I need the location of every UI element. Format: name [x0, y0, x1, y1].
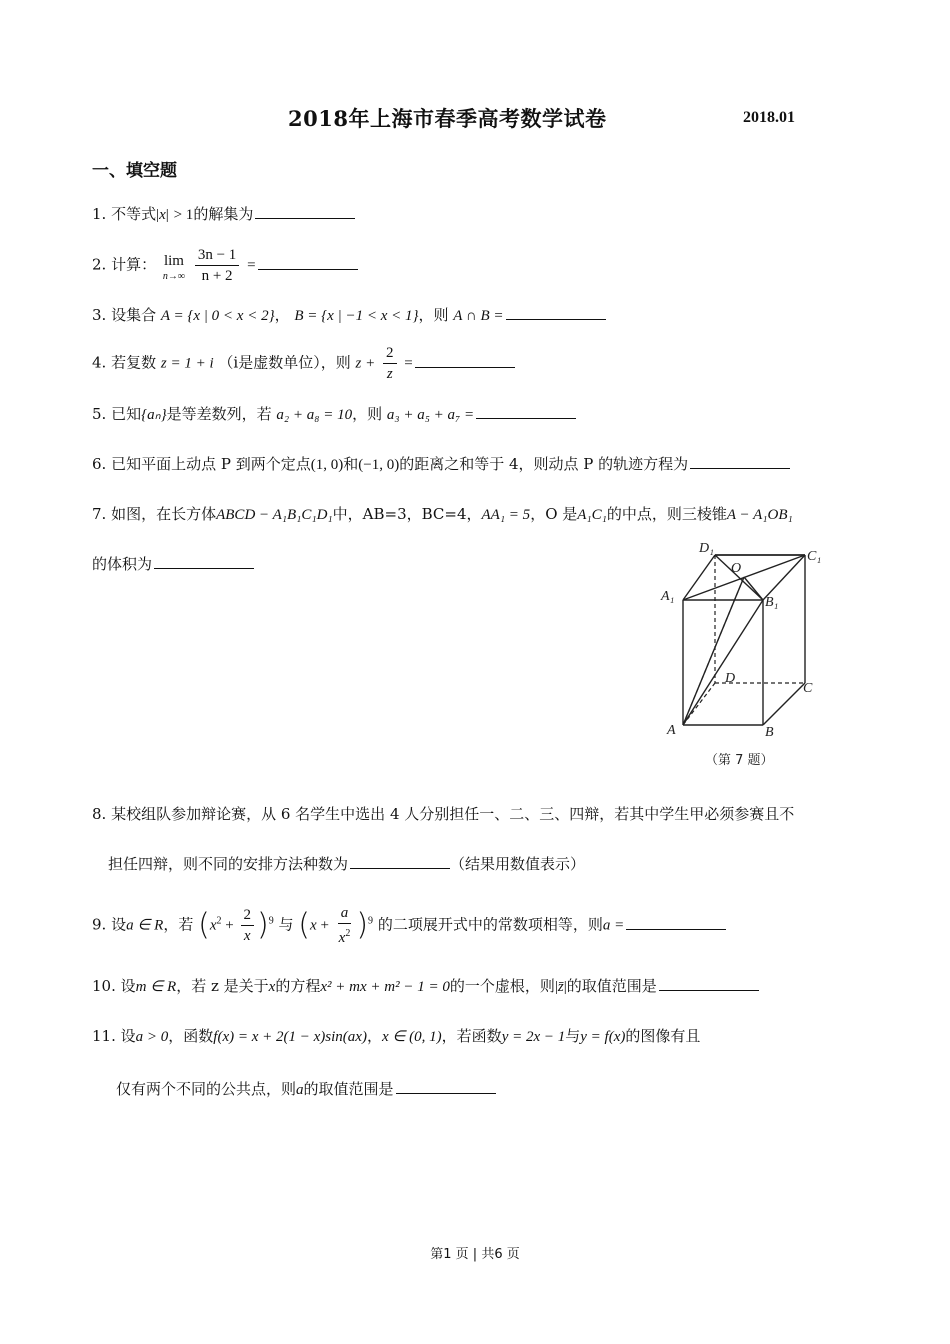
figure-caption: （第 7 题） [705, 753, 774, 768]
question-11: 11. 设a > 0，函数f(x) = x + 2(1 − x)sin(ax)，x ∈ (0, 1)，若函数y = 2x − 1与y = f(x)的图像有且 [92, 1027, 701, 1045]
answer-blank-3 [506, 305, 606, 320]
label-A: A [667, 723, 676, 738]
label-O: O [731, 561, 742, 576]
label-D: D [725, 671, 736, 686]
answer-blank-7 [154, 554, 254, 569]
answer-blank-6 [690, 454, 790, 469]
question-1: 1. 不等式|x| > 1的解集为 [92, 203, 355, 226]
answer-blank-10 [659, 976, 759, 991]
question-8: 8. 某校组队参加辩论赛，从 6 名学生中选出 4 人分别担任一、二、三、四辩，若其中学生甲必须参赛且不 [92, 805, 795, 823]
question-8-line-2: 担任四辩，则不同的安排方法种数为 （结果用数值表示） [108, 855, 586, 873]
answer-blank-2 [258, 255, 358, 270]
question-7-line-2: 的体积为 [92, 553, 254, 575]
label-D1: D₁ [699, 541, 714, 556]
page-title: 2018年上海市春季高考数学试卷 [288, 106, 607, 131]
cuboid-diagram [655, 540, 855, 770]
question-3: 3. 设集合 A = {x | 0 < x < 2}， B = {x | −1 < x < 1}，则 A ∩ B = [92, 304, 606, 327]
answer-blank-4 [415, 353, 515, 368]
question-6: 6. 已知平面上动点 P 到两个定点(1, 0)和(−1, 0)的距离之和等于 4，则动点 P 的轨迹方程为 [92, 453, 790, 476]
answer-blank-1 [255, 204, 355, 219]
question-11-line-2: 仅有两个不同的公共点，则a的取值范围是 [116, 1078, 496, 1101]
label-B1: B₁ [765, 595, 779, 610]
label-A1: A₁ [661, 589, 675, 604]
question-5: 5. 已知{aₙ}是等差数列，若 a₂ + a₈ = 10，则 a₃ + a₅ + a₇ = [92, 403, 576, 426]
fraction: $\frac{2}{z}$ [383, 343, 397, 384]
answer-blank-5 [476, 404, 576, 419]
fraction: $\frac{3n - 1}{n + 2}$ [195, 245, 239, 286]
exam-date: 2018.01 [743, 109, 795, 126]
question-7: 7. 如图，在长方体ABCD − A₁B₁C₁D₁中，AB=3，BC=4，AA₁ = 5，O 是A₁C₁的中点，则三棱锥A − A₁OB₁ [92, 505, 793, 523]
label-C1: C₁ [807, 549, 822, 564]
answer-blank-8 [350, 854, 450, 869]
answer-blank-9 [626, 915, 726, 930]
question-9: 9. 设a ∈ R，若 ($x^2$ + $\frac{2}{x}$ )$^9$ 与 (x + $\frac{a}{x^2}$ )$^9$ 的二项展开式中的常数项相等，则a = [92, 903, 726, 948]
limit-operator: lim n→∞ [162, 252, 186, 282]
label-B: B [765, 725, 774, 740]
question-2: 2. 计算： lim n→∞ $\frac{3n - 1}{n + 2}$ = [92, 245, 358, 286]
label-C: C [803, 681, 813, 696]
answer-blank-11 [396, 1079, 496, 1094]
section-title: 一、填空题 [92, 161, 177, 181]
question-4: 4. 若复数 z = 1 + i （i是虚数单位），则 z + $\frac{2}{z}$ = [92, 343, 515, 384]
page-footer: 第1 页 | 共6 页 [430, 1247, 520, 1262]
question-10: 10. 设m ∈ R，若 z 是关于x的方程x² + mx + m² − 1 = 0的一个虚根，则|z̄|的取值范围是 [92, 975, 759, 998]
cuboid-figure [655, 540, 855, 774]
